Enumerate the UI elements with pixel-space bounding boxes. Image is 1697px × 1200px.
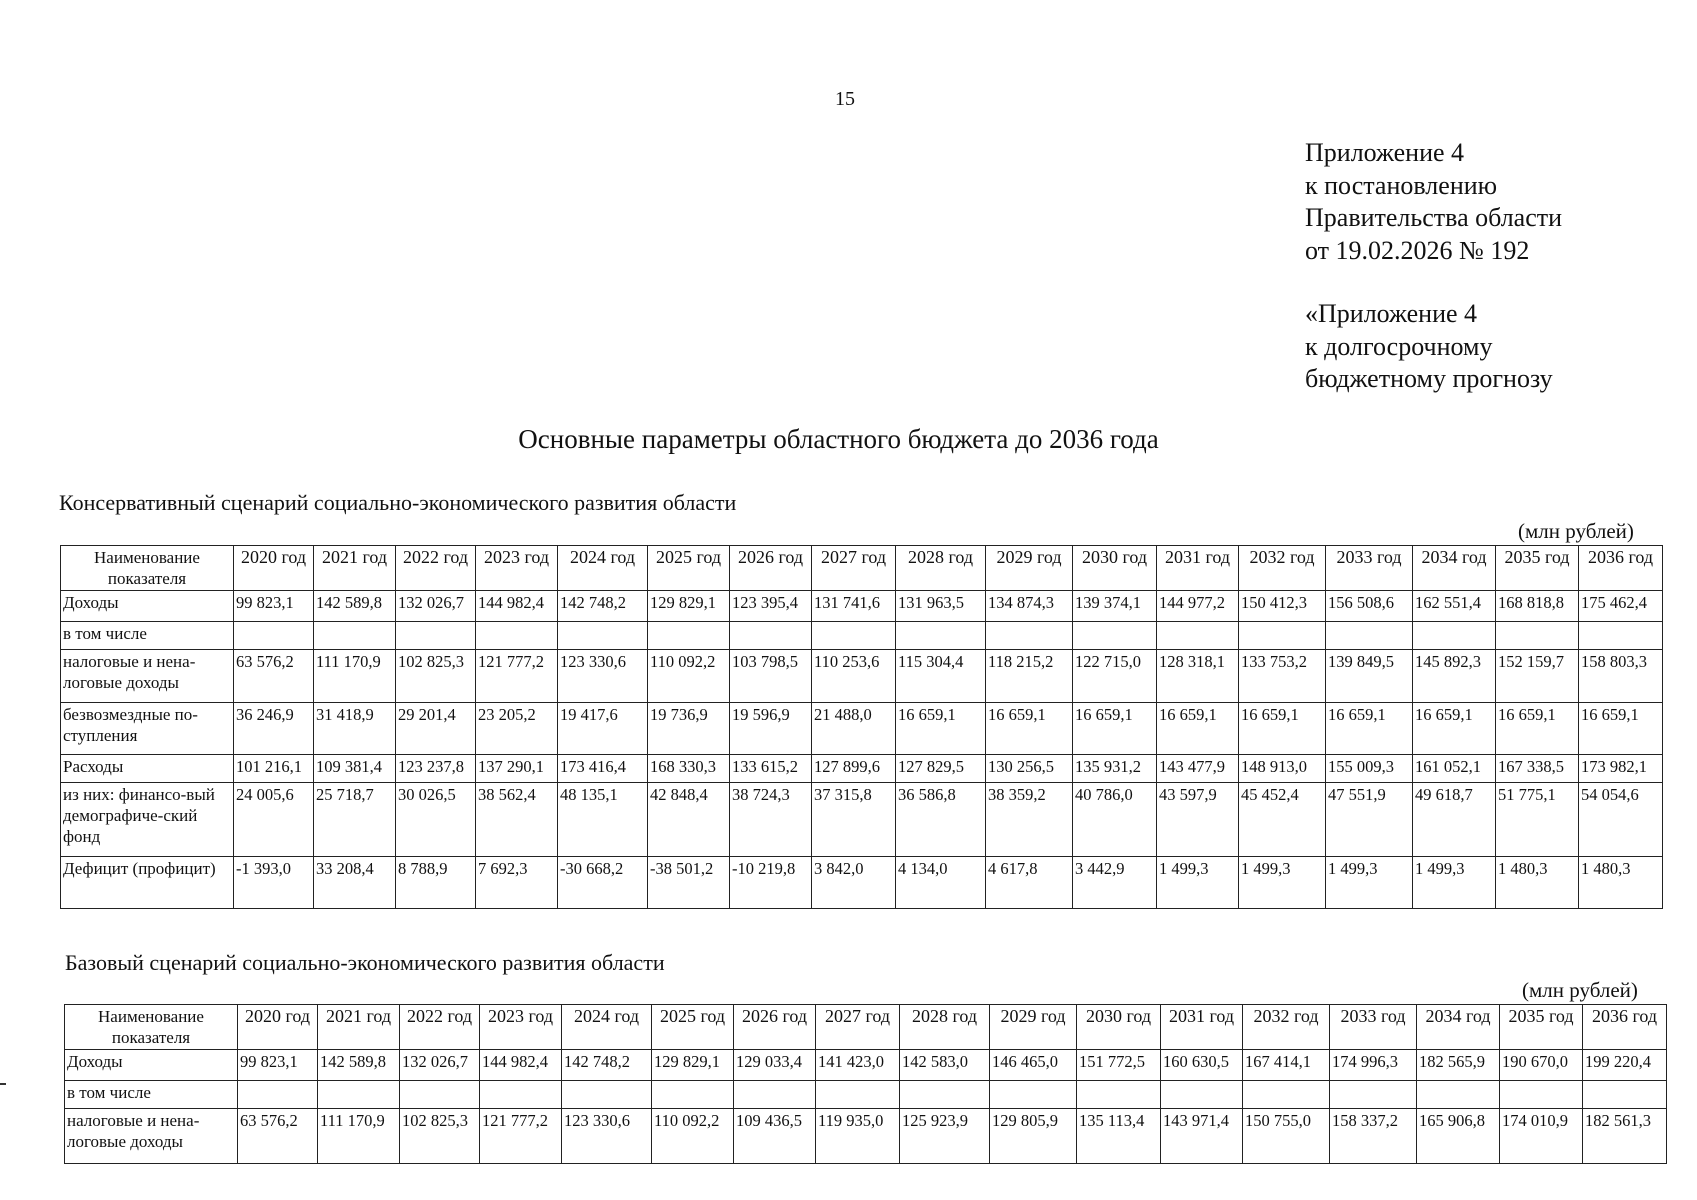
table-cell: 109 436,5 [734,1109,816,1164]
table-cell: 16 659,1 [986,703,1073,755]
table-cell: 128 318,1 [1157,650,1239,703]
table-cell: 110 092,2 [648,650,730,703]
table-cell [318,1081,400,1109]
table-cell: 1 499,3 [1413,857,1496,909]
table-cell: 144 977,2 [1157,591,1239,622]
table-cell: 175 462,4 [1579,591,1663,622]
table-cell: 1 499,3 [1157,857,1239,909]
table-cell: 1 499,3 [1326,857,1413,909]
table-cell: 133 753,2 [1239,650,1326,703]
table-cell [1417,1081,1500,1109]
base-scenario-title: Базовый сценарий социально-экономического развития области [65,950,665,975]
table-cell: 3 842,0 [812,857,896,909]
table-cell: 144 982,4 [476,591,558,622]
table-cell: 139 849,5 [1326,650,1413,703]
column-header-year: 2022 год [396,546,476,591]
table-cell: 150 755,0 [1243,1109,1330,1164]
column-header-year: 2033 год [1326,546,1413,591]
table-cell: 142 748,2 [558,591,648,622]
table-cell: -38 501,2 [648,857,730,909]
table-cell: -30 668,2 [558,857,648,909]
table-cell [1161,1081,1243,1109]
table-cell: 143 477,9 [1157,755,1239,783]
column-header-year: 2024 год [562,1005,652,1050]
table-cell [648,622,730,650]
row-label: Расходы [61,755,234,783]
table-cell: 16 659,1 [1326,703,1413,755]
table-cell: 165 906,8 [1417,1109,1500,1164]
table-cell: 150 412,3 [1239,591,1326,622]
table-cell: 36 246,9 [234,703,314,755]
column-header-year: 2027 год [812,546,896,591]
table-cell [1330,1081,1417,1109]
table-cell: 30 026,5 [396,783,476,857]
table-cell: 109 381,4 [314,755,396,783]
table-cell: 129 805,9 [990,1109,1077,1164]
table-cell: 123 395,4 [730,591,812,622]
table-cell: 4 134,0 [896,857,986,909]
table-cell [1077,1081,1161,1109]
table-cell [990,1081,1077,1109]
table-cell: 36 586,8 [896,783,986,857]
table-row [61,783,1663,857]
column-header-year: 2035 год [1496,546,1579,591]
table-cell: 33 208,4 [314,857,396,909]
column-header-year: 2028 год [900,1005,990,1050]
table-cell [1073,622,1157,650]
table-cell [1413,622,1496,650]
table-cell: 37 315,8 [812,783,896,857]
table-cell: 47 551,9 [1326,783,1413,857]
table-cell [234,622,314,650]
table-cell: 16 659,1 [1496,703,1579,755]
column-header-year: 2029 год [986,546,1073,591]
table-cell [986,622,1073,650]
table-cell: 167 414,1 [1243,1050,1330,1081]
table-cell: 48 135,1 [558,783,648,857]
table-cell: 131 963,5 [896,591,986,622]
table-cell: 118 215,2 [986,650,1073,703]
table-cell: 119 935,0 [816,1109,900,1164]
table-cell [314,622,396,650]
table-header-row [61,546,1663,591]
column-header-year: 2025 год [648,546,730,591]
table-row [61,755,1663,783]
table-cell: 43 597,9 [1157,783,1239,857]
table-row [65,1081,1667,1109]
column-header-year: 2027 год [816,1005,900,1050]
table-cell [562,1081,652,1109]
document-title-text: Основные параметры областного бюджета до 2036 года [518,424,1159,454]
column-header-year: 2020 год [238,1005,318,1050]
table-cell: 16 659,1 [1073,703,1157,755]
table-cell: 23 205,2 [476,703,558,755]
annex-header-line: к постановлению [1305,170,1498,200]
table-cell: 143 971,4 [1161,1109,1243,1164]
row-label: из них: финансо-вый демографиче-ский фонд [61,783,234,857]
table-cell: 7 692,3 [476,857,558,909]
table-cell: 19 736,9 [648,703,730,755]
table-row [61,622,1663,650]
table-cell: 133 615,2 [730,755,812,783]
column-header-year: 2036 год [1583,1005,1667,1050]
table-cell: 31 418,9 [314,703,396,755]
table-cell: 111 170,9 [318,1109,400,1164]
table-cell: 129 829,1 [652,1050,734,1081]
table-row [61,703,1663,755]
table-cell: 16 659,1 [1579,703,1663,755]
column-header-year: 2030 год [1077,1005,1161,1050]
table-cell: 38 359,2 [986,783,1073,857]
table-cell: 145 892,3 [1413,650,1496,703]
edge-mark [0,1083,6,1085]
table-cell: 125 923,9 [900,1109,990,1164]
table-cell: 137 290,1 [476,755,558,783]
table-cell: 38 562,4 [476,783,558,857]
table-cell [900,1081,990,1109]
table-cell: 173 416,4 [558,755,648,783]
table-cell [480,1081,562,1109]
table-cell: 134 874,3 [986,591,1073,622]
table-cell: 142 583,0 [900,1050,990,1081]
annex-header-line: от 19.02.2026 № 192 [1305,235,1530,265]
table-cell: 135 113,4 [1077,1109,1161,1164]
table-cell [238,1081,318,1109]
row-label: Доходы [61,591,234,622]
table-cell: 182 561,3 [1583,1109,1667,1164]
table-cell: 8 788,9 [396,857,476,909]
table-cell: 110 092,2 [652,1109,734,1164]
table-cell: 123 330,6 [558,650,648,703]
document-title [0,424,1697,455]
table-cell: 25 718,7 [314,783,396,857]
table-cell: 19 417,6 [558,703,648,755]
table-cell [1496,622,1579,650]
table-cell: 127 899,6 [812,755,896,783]
table-cell: 151 772,5 [1077,1050,1161,1081]
table-cell: 144 982,4 [480,1050,562,1081]
table-cell: 123 237,8 [396,755,476,783]
table-cell: 158 337,2 [1330,1109,1417,1164]
table-cell [1583,1081,1667,1109]
table-cell: 99 823,1 [238,1050,318,1081]
table-cell: 139 374,1 [1073,591,1157,622]
column-header-year: 2026 год [730,546,812,591]
table-cell: 158 803,3 [1579,650,1663,703]
table-cell: 19 596,9 [730,703,812,755]
table-cell: 174 996,3 [1330,1050,1417,1081]
table-cell: 127 829,5 [896,755,986,783]
table-cell: 115 304,4 [896,650,986,703]
table-cell: 167 338,5 [1496,755,1579,783]
table-cell [558,622,648,650]
page-number: 15 [835,88,855,110]
table-cell [812,622,896,650]
annex-quote-line: «Приложение 4 [1305,299,1478,328]
column-header-year: 2036 год [1579,546,1663,591]
column-header-year: 2021 год [318,1005,400,1050]
row-label: налоговые и нена-логовые доходы [61,650,234,703]
table-cell [816,1081,900,1109]
table-cell: 142 589,8 [314,591,396,622]
table-row [61,857,1663,909]
table-cell [400,1081,480,1109]
table-cell: 63 576,2 [238,1109,318,1164]
annex-header-line: Приложение 4 [1305,138,1465,167]
table-cell: 129 033,4 [734,1050,816,1081]
table-cell [1239,622,1326,650]
table-cell: 16 659,1 [1239,703,1326,755]
annex-quote [1305,298,1553,396]
table-cell: 111 170,9 [314,650,396,703]
column-header-year: 2030 год [1073,546,1157,591]
column-header-year: 2020 год [234,546,314,591]
conservative-scenario-title: Консервативный сценарий социально-экономического развития области [59,490,737,515]
table-cell: 132 026,7 [396,591,476,622]
table-cell: 142 748,2 [562,1050,652,1081]
table-row [61,650,1663,703]
table-cell: 63 576,2 [234,650,314,703]
table-cell: 121 777,2 [476,650,558,703]
table-cell: 51 775,1 [1496,783,1579,857]
row-label: в том числе [61,622,234,650]
column-header-name: Наименование показателя [65,1005,238,1050]
table-cell: 155 009,3 [1326,755,1413,783]
table-cell: 199 220,4 [1583,1050,1667,1081]
table-cell: 16 659,1 [896,703,986,755]
table-cell: 123 330,6 [562,1109,652,1164]
table-cell [1243,1081,1330,1109]
table-cell [476,622,558,650]
table-cell: 29 201,4 [396,703,476,755]
table-cell [730,622,812,650]
table-cell: 24 005,6 [234,783,314,857]
table-cell: 135 931,2 [1073,755,1157,783]
table-cell: 54 054,6 [1579,783,1663,857]
table-cell: 190 670,0 [1500,1050,1583,1081]
annex-header-line: Правительства области [1305,203,1563,232]
row-label: Доходы [65,1050,238,1081]
table-cell: 21 488,0 [812,703,896,755]
column-header-name: Наименование показателя [61,546,234,591]
table-cell: 42 848,4 [648,783,730,857]
table-cell: 49 618,7 [1413,783,1496,857]
row-label: безвозмездные по-ступления [61,703,234,755]
table-cell: 103 798,5 [730,650,812,703]
table-cell: 129 829,1 [648,591,730,622]
table-cell: 122 715,0 [1073,650,1157,703]
table-cell: 102 825,3 [396,650,476,703]
table-cell: 1 480,3 [1579,857,1663,909]
table-cell: 1 480,3 [1496,857,1579,909]
conservative-table [60,545,1663,909]
conservative-units: (млн рублей) [1518,519,1634,543]
table-cell: 148 913,0 [1239,755,1326,783]
table-cell: 3 442,9 [1073,857,1157,909]
table-cell: 160 630,5 [1161,1050,1243,1081]
column-header-year: 2033 год [1330,1005,1417,1050]
table-cell: -10 219,8 [730,857,812,909]
table-cell: 161 052,1 [1413,755,1496,783]
table-cell [1500,1081,1583,1109]
table-cell: 101 216,1 [234,755,314,783]
table-cell: 16 659,1 [1157,703,1239,755]
annex-quote-line: бюджетному прогнозу [1305,364,1553,393]
table-cell: 174 010,9 [1500,1109,1583,1164]
table-row [61,591,1663,622]
table-cell: 40 786,0 [1073,783,1157,857]
table-row [65,1050,1667,1081]
base-units: (млн рублей) [1522,978,1638,1002]
column-header-year: 2034 год [1417,1005,1500,1050]
row-label: Дефицит (профицит) [61,857,234,909]
base-table [64,1004,1667,1164]
table-cell [896,622,986,650]
table-cell: 168 818,8 [1496,591,1579,622]
table-cell: 4 617,8 [986,857,1073,909]
column-header-year: 2034 год [1413,546,1496,591]
column-header-year: 2031 год [1161,1005,1243,1050]
column-header-year: 2029 год [990,1005,1077,1050]
table-cell: 141 423,0 [816,1050,900,1081]
column-header-year: 2023 год [476,546,558,591]
column-header-year: 2035 год [1500,1005,1583,1050]
annex-header [1305,137,1562,267]
column-header-year: 2023 год [480,1005,562,1050]
table-cell: 146 465,0 [990,1050,1077,1081]
table-cell: 110 253,6 [812,650,896,703]
column-header-year: 2032 год [1239,546,1326,591]
table-cell: 152 159,7 [1496,650,1579,703]
table-cell: 102 825,3 [400,1109,480,1164]
column-header-year: 2021 год [314,546,396,591]
table-cell: 173 982,1 [1579,755,1663,783]
table-cell: 16 659,1 [1413,703,1496,755]
column-header-year: 2024 год [558,546,648,591]
table-cell [1579,622,1663,650]
table-cell: 131 741,6 [812,591,896,622]
table-cell [1157,622,1239,650]
table-cell: -1 393,0 [234,857,314,909]
column-header-year: 2022 год [400,1005,480,1050]
table-cell [396,622,476,650]
table-cell: 99 823,1 [234,591,314,622]
table-cell: 156 508,6 [1326,591,1413,622]
column-header-year: 2025 год [652,1005,734,1050]
table-cell: 162 551,4 [1413,591,1496,622]
table-cell: 142 589,8 [318,1050,400,1081]
table-cell [1326,622,1413,650]
table-cell: 168 330,3 [648,755,730,783]
column-header-year: 2032 год [1243,1005,1330,1050]
annex-quote-line: к долгосрочному [1305,331,1493,361]
table-header-row [65,1005,1667,1050]
table-cell: 1 499,3 [1239,857,1326,909]
table-cell: 132 026,7 [400,1050,480,1081]
row-label: налоговые и нена-логовые доходы [65,1109,238,1164]
row-label: в том числе [65,1081,238,1109]
table-cell: 182 565,9 [1417,1050,1500,1081]
table-cell: 45 452,4 [1239,783,1326,857]
table-cell [734,1081,816,1109]
table-cell: 38 724,3 [730,783,812,857]
table-row [65,1109,1667,1164]
column-header-year: 2026 год [734,1005,816,1050]
column-header-year: 2028 год [896,546,986,591]
table-cell: 121 777,2 [480,1109,562,1164]
table-cell: 130 256,5 [986,755,1073,783]
column-header-year: 2031 год [1157,546,1239,591]
table-cell [652,1081,734,1109]
